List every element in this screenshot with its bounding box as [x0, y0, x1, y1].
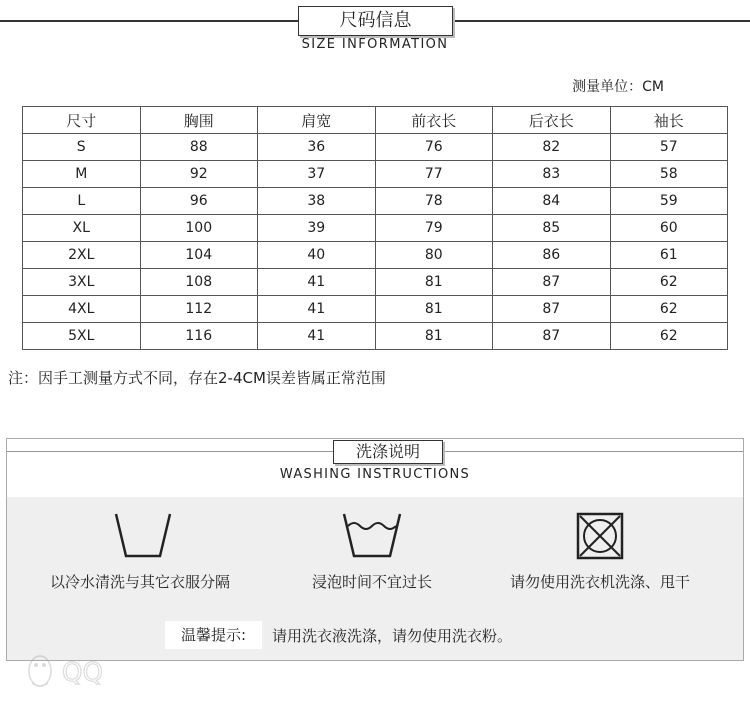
measure-cell: 41 [258, 269, 376, 296]
measure-cell: 87 [493, 269, 611, 296]
measure-cell: 108 [140, 269, 258, 296]
table-row [23, 242, 728, 269]
measure-cell: 100 [140, 215, 258, 242]
size-table [22, 106, 728, 350]
header-back-length: 后衣长 [493, 107, 611, 134]
measure-cell: 84 [493, 188, 611, 215]
measure-cell: 62 [610, 269, 728, 296]
measure-cell: 82 [493, 134, 611, 161]
measure-unit: 测量单位：CM [572, 79, 664, 95]
tips-text: 请用洗衣液洗涤，请勿使用洗衣粉。 [272, 627, 513, 645]
title-rule-right [455, 20, 750, 22]
size-label-cell: L [23, 188, 141, 215]
measure-cell: 77 [375, 161, 493, 188]
measure-cell: 81 [375, 323, 493, 350]
size-title: 尺码信息 [298, 6, 453, 36]
size-label-cell: XL [23, 215, 141, 242]
wash-label-3: 请勿使用洗衣机洗涤、甩干 [509, 573, 690, 591]
measure-cell: 78 [375, 188, 493, 215]
no-machine-dry-icon [576, 512, 624, 560]
measure-cell: 58 [610, 161, 728, 188]
washing-title: 洗涤说明 [333, 440, 443, 464]
tips-label: 温馨提示: [165, 621, 262, 649]
measure-cell: 76 [375, 134, 493, 161]
measure-cell: 79 [375, 215, 493, 242]
size-label-cell: 2XL [23, 242, 141, 269]
measure-cell: 81 [375, 269, 493, 296]
measure-cell: 39 [258, 215, 376, 242]
wash-rule-right [445, 451, 743, 452]
measure-cell: 87 [493, 323, 611, 350]
table-header-row [23, 107, 728, 134]
measure-cell: 38 [258, 188, 376, 215]
measure-cell: 60 [610, 215, 728, 242]
size-label-cell: 3XL [23, 269, 141, 296]
wash-rule-left [7, 451, 333, 452]
measure-cell: 41 [258, 296, 376, 323]
size-subtitle: SIZE INFORMATION [301, 37, 449, 52]
title-rule-left [0, 20, 298, 22]
table-row [23, 296, 728, 323]
header-shoulder: 肩宽 [258, 107, 376, 134]
measure-cell: 83 [493, 161, 611, 188]
size-label-cell: 5XL [23, 323, 141, 350]
measure-cell: 87 [493, 296, 611, 323]
table-row [23, 134, 728, 161]
measurement-note: 注：因手工测量方式不同，存在2-4CM误差皆属正常范围 [8, 369, 386, 387]
measure-cell: 86 [493, 242, 611, 269]
measure-cell: 81 [375, 296, 493, 323]
table-row [23, 161, 728, 188]
measure-cell: 59 [610, 188, 728, 215]
measure-cell: 88 [140, 134, 258, 161]
measure-cell: 62 [610, 323, 728, 350]
wash-label-1: 以冷水清洗与其它衣服分隔 [49, 573, 230, 591]
measure-cell: 112 [140, 296, 258, 323]
measure-cell: 96 [140, 188, 258, 215]
qq-penguin-icon [22, 643, 132, 693]
table-row [23, 269, 728, 296]
size-label-cell: M [23, 161, 141, 188]
header-chest: 胸围 [140, 107, 258, 134]
measure-cell: 61 [610, 242, 728, 269]
table-row [23, 215, 728, 242]
measure-cell: 80 [375, 242, 493, 269]
table-row [23, 323, 728, 350]
header-sleeve: 袖长 [610, 107, 728, 134]
header-front-length: 前衣长 [375, 107, 493, 134]
measure-cell: 62 [610, 296, 728, 323]
table-row [23, 188, 728, 215]
wash-tub-icon [112, 512, 174, 560]
size-label-cell: 4XL [23, 296, 141, 323]
wash-label-2: 浸泡时间不宜过长 [311, 573, 432, 591]
measure-cell: 104 [140, 242, 258, 269]
measure-cell: 85 [493, 215, 611, 242]
header-size: 尺寸 [23, 107, 141, 134]
measure-cell: 37 [258, 161, 376, 188]
size-label-cell: S [23, 134, 141, 161]
measure-cell: 36 [258, 134, 376, 161]
measure-cell: 57 [610, 134, 728, 161]
measure-cell: 40 [258, 242, 376, 269]
measure-cell: 116 [140, 323, 258, 350]
soak-water-icon [340, 512, 404, 560]
measure-cell: 92 [140, 161, 258, 188]
washing-subtitle: WASHING INSTRUCTIONS [279, 467, 471, 482]
watermark-text: QQ [62, 658, 103, 688]
measure-cell: 41 [258, 323, 376, 350]
